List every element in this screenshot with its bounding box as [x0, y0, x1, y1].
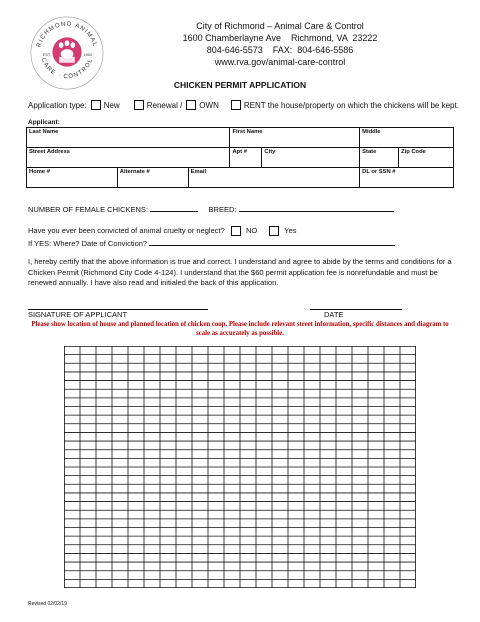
last-name-label: Last Name	[29, 129, 59, 135]
rent-label: RENT the house/property on which the chickens will be kept.	[243, 100, 459, 110]
breed-label: BREED:	[208, 205, 237, 214]
svg-text:CARE · CONTROL: CARE · CONTROL	[39, 57, 95, 81]
email-field[interactable]	[188, 168, 360, 188]
zip-label: Zip Code	[401, 149, 426, 155]
alternate-phone-field[interactable]	[117, 168, 188, 188]
own-label: OWN	[199, 100, 219, 110]
diagram-instructions: Please show location of house and planned location of chicken coop. Please include relevant street information, specific distances and diagram to scale as accurately as possible.	[31, 321, 449, 337]
first-name-label: First Name	[232, 129, 263, 135]
chickens-row	[28, 204, 394, 214]
street-address-label: Street Address	[29, 149, 71, 155]
num-chickens-label: NUMBER OF FEMALE CHICKENS:	[28, 205, 149, 214]
cruelty-question: Have you ever been convicted of animal cruelty or neglect?	[28, 226, 225, 235]
email-label: Email	[190, 169, 207, 175]
if-yes-label: If YES: Where? Date of Conviction?	[28, 239, 148, 248]
applicant-label: Applicant:	[28, 119, 60, 126]
apt-label: Apt #	[232, 149, 247, 155]
home-phone-field[interactable]	[27, 168, 118, 188]
last-name-field[interactable]	[27, 128, 230, 148]
alternate-phone-label: Alternate #	[119, 169, 150, 175]
city-label: City	[264, 149, 276, 155]
svg-text:EST.: EST.	[42, 51, 51, 57]
dl-ssn-field[interactable]	[360, 168, 454, 188]
cruelty-row	[28, 226, 297, 236]
conviction-input[interactable]	[149, 238, 395, 246]
street-address-field[interactable]	[27, 148, 230, 168]
form-title: CHICKEN PERMIT APPLICATION	[173, 80, 307, 90]
no-checkbox[interactable]	[231, 226, 241, 236]
application-type-label: Application type:	[28, 100, 87, 110]
new-label: New	[103, 100, 120, 110]
yes-checkbox[interactable]	[269, 226, 279, 236]
no-label: NO	[245, 226, 258, 235]
if-yes-row	[28, 238, 395, 248]
agency-address: 1600 Chamberlayne Ave Richmond, VA 23222	[182, 33, 378, 43]
apt-field[interactable]	[230, 148, 262, 168]
revised-date: Revised 02/02/19	[28, 601, 67, 607]
new-checkbox[interactable]	[91, 100, 101, 110]
diagram-grid[interactable]	[64, 346, 416, 588]
agency-phone-fax: 804-646-5573 FAX: 804-646-5586	[206, 45, 354, 55]
city-field[interactable]	[262, 148, 360, 168]
agency-website: www.rva.gov/animal-care-control	[214, 57, 346, 67]
agency-name: City of Richmond – Animal Care & Control	[196, 21, 364, 31]
first-name-field[interactable]	[230, 128, 360, 148]
middle-name-label: Middle	[362, 129, 381, 135]
middle-name-field[interactable]	[360, 128, 454, 148]
signature-label: SIGNATURE OF APPLICANT	[28, 310, 128, 319]
home-phone-label: Home #	[29, 169, 50, 175]
num-chickens-input[interactable]	[150, 204, 198, 212]
svg-text:1902: 1902	[83, 51, 93, 57]
state-field[interactable]	[360, 148, 399, 168]
date-label: DATE	[324, 310, 344, 319]
applicant-info-table	[26, 127, 454, 188]
agency-header	[150, 20, 410, 68]
renewal-checkbox[interactable]	[134, 100, 144, 110]
own-checkbox[interactable]	[186, 100, 196, 110]
renewal-label: Renewal /	[146, 100, 183, 110]
zip-field[interactable]	[399, 148, 454, 168]
yes-label: Yes	[284, 226, 297, 235]
rent-checkbox[interactable]	[231, 100, 241, 110]
breed-input[interactable]	[239, 204, 394, 212]
application-type-row	[28, 100, 468, 110]
svg-text:RICHMOND ANIMAL: RICHMOND ANIMAL	[36, 21, 98, 49]
certification-text: I, hereby certify that the above information is true and correct. I understand and agree to abide by the terms and conditions for a Chicken Permit (Richmond City Code 4-124). I understand that the $60 permit application fee is nonrefundable and must be renewed annually. I have also read and initialed the back of this application.	[28, 257, 452, 287]
state-label: State	[362, 149, 377, 155]
dl-ssn-label: DL or SSN #	[362, 169, 396, 175]
